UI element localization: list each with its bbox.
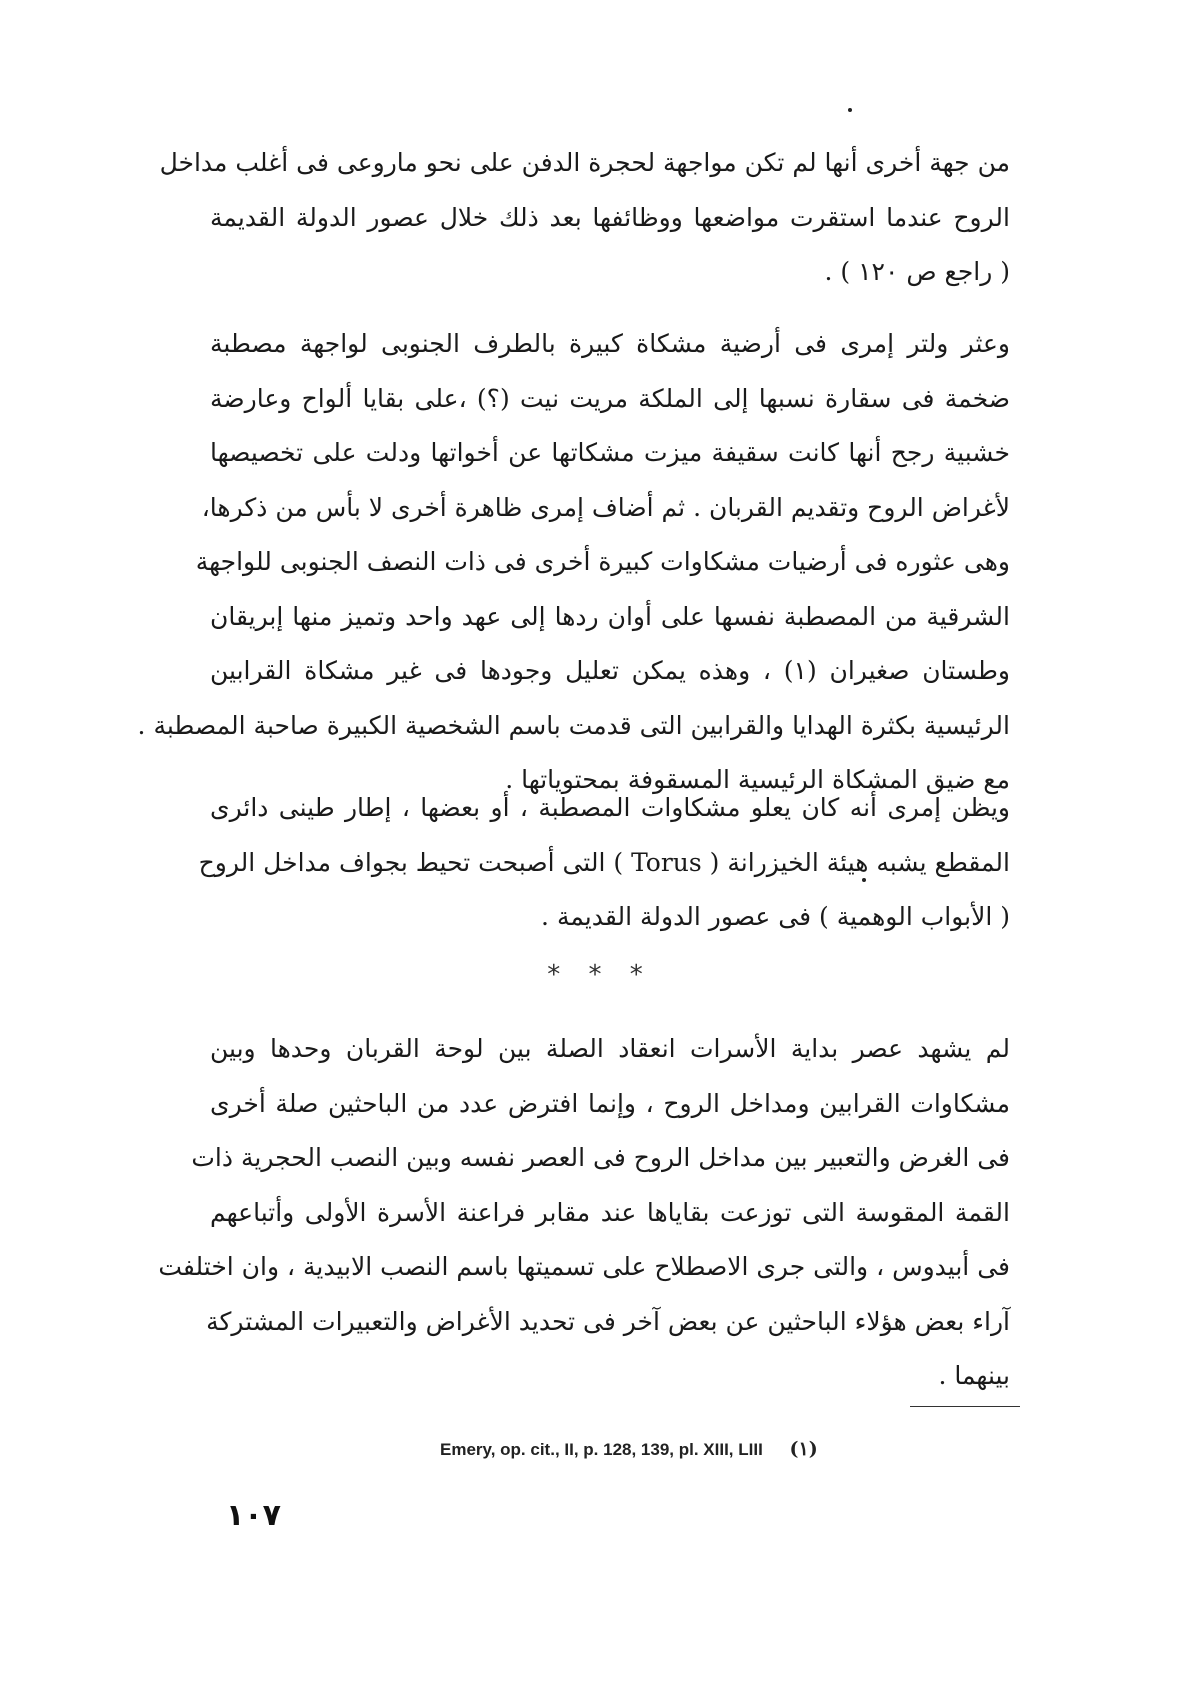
paragraph-1: [159, 136, 1010, 300]
text-line: فى الغرض والتعبير بين مداخل الروح فى العصر نفسه وبين النصب الحجرية ذات: [191, 1143, 1010, 1172]
section-separator: * * *: [547, 960, 653, 990]
text-line: مشكاوات القرابين ومداخل الروح ، وإنما افترض عدد من الباحثين صلة أخرى: [210, 1088, 1010, 1118]
text-line: خشبية رجح أنها كانت سقيفة ميزت مشكاتها عن أخواتها ودلت على تخصيصها: [210, 438, 1010, 467]
text-line: لم يشهد عصر بداية الأسرات انعقاد الصلة بين لوحة القربان وحدها وبين: [210, 1034, 1010, 1063]
text-line: الشرقية من المصطبة نفسها على أوان ردها إلى عهد واحد وتميز منها إبريقان: [210, 601, 1010, 631]
text-line: ( راجع ص ١٢٠ ) .: [824, 257, 1010, 286]
text-line: لأغراض الروح وتقديم القربان . ثم أضاف إمرى ظاهرة أخرى لا بأس من ذكرها،: [201, 492, 1010, 522]
text-line: وهى عثوره فى أرضيات مشكاوات كبيرة أخرى فى ذات النصف الجنوبى للواجهة: [195, 547, 1010, 576]
footnote-mark: (١): [789, 1438, 818, 1460]
text-line: من جهة أخرى أنها لم تكن مواجهة لحجرة الدفن على نحو ماروعى فى أغلب مداخل: [159, 148, 1010, 177]
text-line: آراء بعض هؤلاء الباحثين عن بعض آخر فى تحديد الأغراض والتعبيرات المشتركة: [206, 1306, 1010, 1336]
paragraph-3: [198, 781, 1010, 945]
text-line: بينهما .: [938, 1361, 1010, 1390]
text-line: ويظن إمرى أنه كان يعلو مشكاوات المصطبة ، أو بعضها ، إطار طينى دائرى: [210, 793, 1010, 822]
text-line: ( الأبواب الوهمية ) فى عصور الدولة القديمة .: [541, 902, 1010, 931]
text-line: وعثر ولتر إمرى فى أرضية مشكاة كبيرة بالطرف الجنوبى لواجهة مصطبة: [210, 329, 1010, 358]
text-line: فى أبيدوس ، والتى جرى الاصطلاح على تسميتها باسم النصب الابيدية ، وان اختلفت: [158, 1252, 1010, 1281]
text-line: المقطع يشبه هيئة الخيزرانة ( Torus ) التى أصبحت تحيط بجواف مداخل الروح: [198, 847, 1010, 877]
text-line: وطستان صغيران (١) ، وهذه يمكن تعليل وجودها فى غير مشكاة القرابين: [210, 656, 1010, 685]
paragraph-4: [158, 1022, 1010, 1404]
text-line: الروح عندما استقرت مواضعها ووظائفها بعد ذلك خلال عصور الدولة القديمة: [210, 202, 1010, 232]
text-line: مع ضيق المشكاة الرئيسية المسقوفة بمحتوياتها .: [505, 765, 1010, 794]
text-line: ضخمة فى سقارة نسبها إلى الملكة مريت نيت (؟) ،على بقايا ألواح وعارضة: [210, 383, 1010, 413]
footnote: [440, 1438, 1000, 1460]
paragraph-2: [137, 317, 1010, 808]
footnote-text: Emery, op. cit., II, p. 128, 139, pl. XIII, LIII: [440, 1440, 763, 1459]
top-dot-mark: [848, 108, 852, 112]
page-number: ١٠٧: [226, 1498, 281, 1533]
text-line: الرئيسية بكثرة الهدايا والقرابين التى قدمت باسم الشخصية الكبيرة صاحبة المصطبة .: [137, 710, 1010, 740]
footnote-divider: [910, 1406, 1020, 1407]
text-line: القمة المقوسة التى توزعت بقاياها عند مقابر فراعنة الأسرة الأولى وأتباعهم: [210, 1197, 1010, 1227]
